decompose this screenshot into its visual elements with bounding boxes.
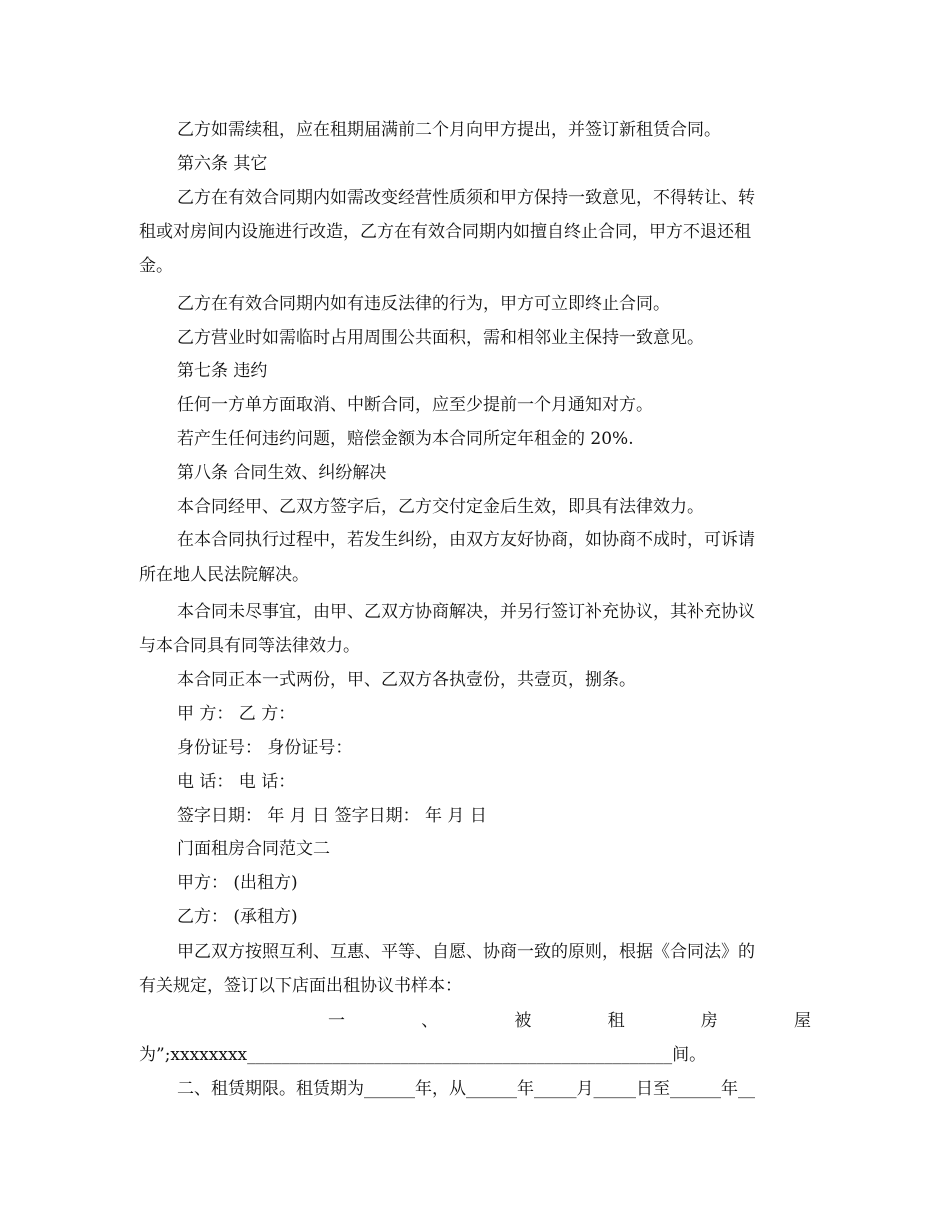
paragraph-line: 本合同正本一式两份，甲、乙双方各执壹份，共壹页，捌条。 (177, 670, 636, 690)
paragraph-line: 在本合同执行过程中，若发生纠纷，由双方友好协商，如协商不成时，可诉请 (177, 530, 755, 550)
party-line: 甲方： (出租方) (177, 873, 298, 893)
paragraph-line: 本合同经甲、乙双方签字后，乙方交付定金后生效，即具有法律效力。 (177, 497, 704, 517)
paragraph-line: 任何一方单方面取消、中断合同，应至少提前一个月通知对方。 (177, 395, 653, 415)
justified-char: 房 (700, 1011, 718, 1031)
justified-char: 、 (421, 1011, 439, 1031)
signature-line: 身份证号： 身份证号： (177, 738, 353, 758)
paragraph-line: 甲乙双方按照互利、互惠、平等、自愿、协商一致的原则，根据《合同法》的 (177, 942, 755, 962)
paragraph-line: 若产生任何违约问题，赔偿金额为本合同所定年租金的 20%. (177, 429, 634, 449)
signature-line: 电 话： 电 话： (177, 772, 296, 792)
paragraph-line: 租或对房间内设施进行改造，乙方在有效合同期内如擅自终止合同，甲方不退还租 (139, 222, 751, 242)
paragraph-line: 为”;xxxxxxxx__________________________________________________间。 (139, 1045, 707, 1065)
paragraph-line: 金。 (139, 256, 173, 276)
justified-char: 被 (514, 1011, 532, 1031)
paragraph-line: 所在地人民法院解决。 (139, 565, 309, 585)
justified-char: 一 (328, 1011, 345, 1031)
paragraph-line: 乙方在有效合同期内如有违反法律的行为，甲方可立即终止合同。 (177, 294, 670, 314)
justified-char: 租 (607, 1011, 625, 1031)
paragraph-line: 与本合同具有同等法律效力。 (139, 636, 360, 656)
paragraph-line: 二、租赁期限。租赁期为______年，从______年_____月_____日至______年__ (177, 1079, 755, 1099)
justified-char: 屋 (793, 1011, 811, 1031)
paragraph-line: 乙方在有效合同期内如需改变经营性质须和甲方保持一致意见，不得转让、转 (177, 188, 755, 208)
party-line: 乙方： (承租方) (177, 907, 298, 927)
signature-line: 甲 方： 乙 方： (177, 704, 296, 724)
section-heading: 第七条 违约 (177, 361, 268, 381)
section-heading: 第六条 其它 (177, 154, 268, 174)
section-heading: 第八条 合同生效、纠纷解决 (177, 463, 387, 483)
paragraph-line: 乙方如需续租，应在租期届满前二个月向甲方提出，并签订新租赁合同。 (177, 120, 721, 140)
justified-line (328, 1004, 811, 1038)
paragraph-line: 乙方营业时如需临时占用周围公共面积，需和相邻业主保持一致意见。 (177, 328, 704, 348)
signature-line: 签字日期： 年 月 日 签字日期： 年 月 日 (177, 806, 487, 826)
paragraph-line: 本合同未尽事宜，由甲、乙双方协商解决，并另行签订补充协议，其补充协议 (177, 602, 755, 622)
document-subtitle: 门面租房合同范文二 (177, 839, 330, 859)
paragraph-line: 有关规定，签订以下店面出租协议书样本： (139, 976, 462, 996)
